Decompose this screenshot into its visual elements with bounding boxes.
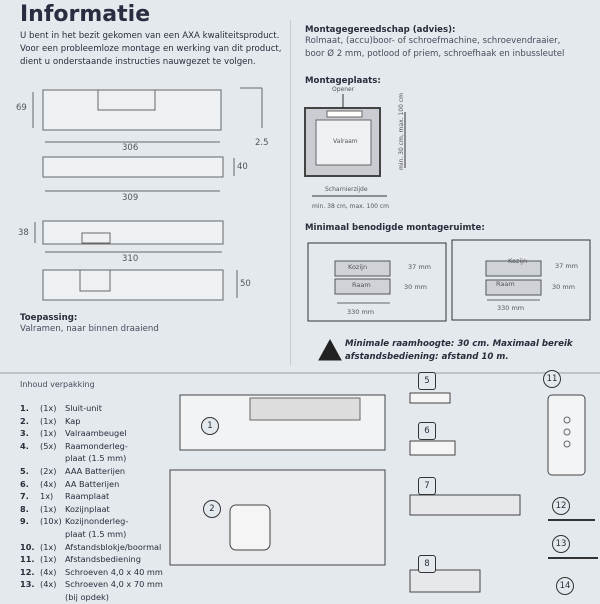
toepassing-section: Toepassing: Valramen, naar binnen draaiend (20, 313, 159, 334)
montageplaats-heading: Montageplaats: (305, 76, 381, 86)
contents-item (20, 465, 163, 478)
badge-6: 6 (418, 422, 436, 440)
contents-item (20, 591, 163, 604)
aa-battery (410, 441, 455, 455)
contents-item-q: (2x) (40, 465, 57, 476)
contents-item-q (40, 528, 65, 541)
contents-item-q: (1x) (40, 503, 57, 514)
contents-item (20, 541, 163, 554)
cover-front-drawing (43, 270, 223, 300)
contents-item-label: Sluit-unit (65, 403, 102, 413)
contents-item-q: 1x) (40, 491, 54, 502)
contents-item (20, 490, 163, 503)
badge-7: 7 (418, 477, 436, 495)
contents-item-n: 9. (20, 516, 29, 527)
cover-drawing (43, 221, 223, 244)
contents-item-n: 6. (20, 478, 29, 489)
contents-item-label: Schroeven 4,0 x 70 mm (65, 579, 163, 590)
contents-item-label: Valraambeugel (65, 428, 127, 439)
badge-1: 1 (201, 417, 219, 435)
contents-item-q: (1x) (40, 541, 57, 552)
contents-item-n: 3. (20, 428, 29, 439)
contents-item (20, 566, 163, 579)
contents-item-q: (4x) (40, 579, 57, 590)
contents-item-n: 2. (20, 415, 29, 426)
contents-item-n (20, 452, 40, 465)
contents-item-label: Kozijnplaat (65, 503, 110, 514)
contents-item (20, 452, 163, 465)
badge-5: 5 (418, 372, 436, 390)
window-bracket-drawing (43, 157, 223, 177)
contents-item (20, 440, 163, 453)
contents-item-q (40, 591, 65, 604)
badge-13: 13 (552, 535, 570, 553)
badge-12: 12 (552, 497, 570, 515)
contents-item-n: 10. (20, 541, 35, 552)
contents-item-n: 4. (20, 440, 29, 451)
contents-item-label: Kap (65, 415, 81, 426)
contents-item-n: 1. (20, 403, 29, 413)
contents-item-label: Afstandsbediening (65, 554, 141, 565)
contents-item-n: 5. (20, 465, 29, 476)
tools-section: Montagegereedschap (advies): Rolmaat, (accu)boor- of schroefmachine, schroevendraaier, boor Ø 2 mm, potlood of priem, schroefhaak en inbussleutel (305, 25, 565, 59)
badge-2: 2 (203, 500, 221, 518)
warning-triangle-icon (319, 340, 341, 360)
contents-item-q: (1x) (40, 415, 57, 426)
aaa-battery (410, 393, 450, 403)
contents-item (20, 402, 163, 415)
contents-item-label: plaat (1.5 mm) (65, 528, 127, 539)
contents-item-q (40, 452, 65, 465)
contents-item-label: Afstandsblokje/boormal (65, 541, 162, 552)
contents-item-n: 7. (20, 491, 29, 502)
contents-item (20, 578, 163, 591)
contents-item (20, 415, 163, 428)
warning-text: Minimale raamhoogte: 30 cm. Maximaal bereik afstandsbediening: afstand 10 m. (345, 339, 573, 362)
contents-list (20, 402, 163, 604)
page-title: Informatie (20, 2, 151, 27)
contents-item-n: 12. (20, 566, 35, 577)
contents-item-label: Kozijnonderleg- (65, 516, 129, 527)
contents-item-label: plaat (1.5 mm) (65, 453, 127, 464)
contents-item (20, 528, 163, 541)
contents-item-q: (5x) (40, 440, 57, 451)
contents-item (20, 553, 163, 566)
contents-item (20, 515, 163, 528)
contents-item (20, 427, 163, 440)
badge-8: 8 (418, 555, 436, 573)
contents-item-label: AAA Batterijen (65, 465, 126, 476)
contents-item-label: (bij opdek) (65, 591, 109, 602)
contents-item-q: (1x) (40, 403, 57, 413)
ruimte-heading: Minimaal benodigde montageruimte: (305, 223, 485, 233)
raamplaat (410, 495, 520, 515)
contents-item-label: Raamonderleg- (65, 440, 128, 451)
contents-item-q: (4x) (40, 478, 57, 489)
badge-14: 14 (556, 577, 574, 595)
contents-heading: Inhoud verpakking (20, 380, 95, 389)
contents-item-q: (4x) (40, 566, 57, 577)
contents-item-q: (10x) (40, 516, 62, 527)
contents-item-label: Raamplaat (65, 491, 110, 502)
contents-item-n: 8. (20, 503, 29, 514)
contents-item-n (20, 528, 40, 541)
contents-item-n (20, 591, 40, 604)
contents-item (20, 503, 163, 516)
contents-item-q: (1x) (40, 554, 57, 565)
badge-11: 11 (543, 370, 561, 388)
contents-item-n: 11. (20, 554, 35, 565)
contents-item-n: 13. (20, 579, 35, 590)
contents-item-label: AA Batterijen (65, 478, 120, 489)
contents-item (20, 478, 163, 491)
contents-item-label: Schroeven 4,0 x 40 mm (65, 566, 163, 577)
intro-text: U bent in het bezit gekomen van een AXA kwaliteitsproduct. Voor een probleemloze montage en werking van dit product, dient u onderstaande instructies nauwgezet te volgen. (20, 31, 282, 67)
contents-item-q: (1x) (40, 428, 57, 439)
kozijnplaat (410, 570, 480, 592)
kap-illustration (170, 470, 385, 565)
